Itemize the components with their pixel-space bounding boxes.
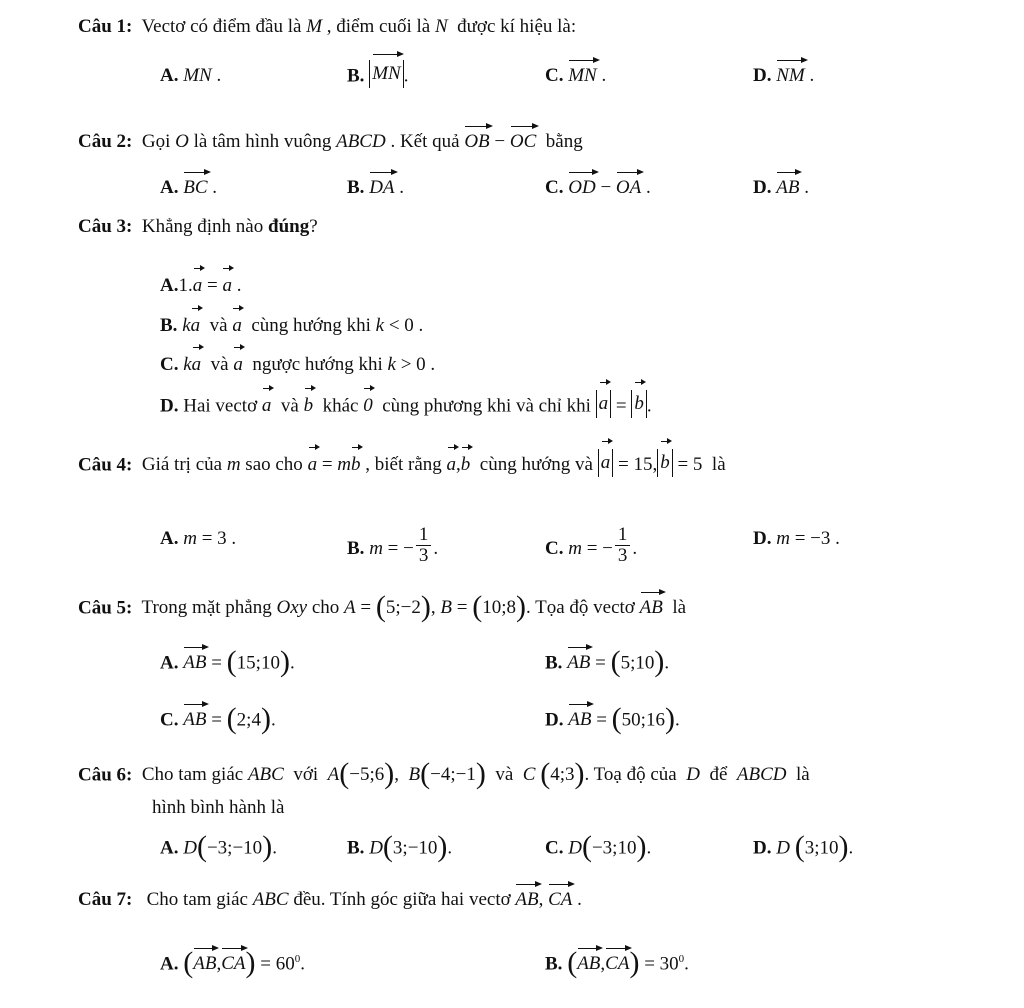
question-6-stem-continued: hình bình hành là [152, 797, 285, 818]
question-6-option-c[interactable]: C. D(−3;10). [545, 830, 652, 863]
question-5-option-d[interactable]: D. AB = (50;16). [545, 702, 680, 735]
question-2-option-c[interactable]: C. OD − OA . [545, 177, 651, 198]
question-1-option-b[interactable]: B. MN . [347, 66, 408, 88]
question-3-option-c[interactable]: C. ka và a ngược hướng khi k > 0 . [160, 354, 436, 375]
question-7-option-b[interactable]: B. $(AB,CA) = 30^0$. [545, 946, 689, 979]
question-label: Câu 7: [78, 889, 133, 910]
question-2-option-b[interactable]: B. DA . [347, 177, 405, 198]
question-6-option-d[interactable]: D. D (3;10). [753, 830, 854, 863]
question-1-option-c[interactable]: C. MN . [545, 65, 607, 86]
question-label: Câu 2: [78, 131, 133, 152]
question-6-option-a[interactable]: A. D(−3;−10). [160, 830, 277, 863]
question-5-option-b[interactable]: B. AB = (5;10). [545, 645, 670, 678]
question-3-option-b[interactable]: B. ka và a cùng hướng khi k < 0 . [160, 315, 424, 336]
question-6-stem: Câu 6: Cho tam giác ABC với A(−5;6), B(−4;−1) và C (4;3). Toạ độ của D để ABCD là [78, 757, 810, 790]
question-2-option-d[interactable]: D. AB . [753, 177, 809, 198]
question-4-option-d[interactable]: D. m = −3 . [753, 528, 840, 549]
question-label: Câu 6: [78, 764, 133, 786]
question-label: Câu 1: [78, 16, 133, 37]
question-4-option-c[interactable]: C. m = − $\frac{1}{3}$ . [545, 524, 638, 566]
question-1-option-d[interactable]: D. NM . [753, 65, 815, 86]
question-2-option-a[interactable]: A. BC . [160, 177, 218, 198]
question-1-stem: Câu 1: Vectơ có điểm đầu là M , điểm cuối là N được kí hiệu là: [78, 16, 577, 37]
question-5-option-a[interactable]: A. AB = (15;10). [160, 645, 295, 678]
question-5-stem: Câu 5: Trong mặt phẳng Oxy cho A = (5;−2), B = (10;8). Tọa độ vectơ AB là [78, 590, 687, 623]
question-5-option-c[interactable]: C. AB = (2;4). [160, 702, 276, 735]
question-3-option-d[interactable]: D. Hai vectơ a và b khác 0 cùng phương khi và chỉ khi a = b . [160, 396, 652, 418]
question-3-stem: Câu 3: Khẳng định nào đúng? [78, 216, 318, 237]
question-4-stem: Câu 4: Giá trị của m sao cho a = mb , biết rằng a,b cùng hướng và a = 15, b = 5 là [78, 455, 726, 477]
question-7-stem: Câu 7: Cho tam giác ABC đều. Tính góc giữa hai vectơ AB, CA . [78, 889, 582, 910]
question-3-option-a[interactable]: A.1.a = a . [160, 275, 242, 296]
question-2-stem: Câu 2: Gọi O là tâm hình vuông ABCD . Kết quả OB − OC bằng [78, 131, 583, 152]
question-6-option-b[interactable]: B. D(3;−10). [347, 830, 453, 863]
question-7-option-a[interactable]: A. $(AB,CA) = 60^0$. [160, 946, 305, 979]
question-4-option-b[interactable]: B. m = − $\frac{1}{3}$ . [347, 524, 439, 566]
question-1-option-a[interactable]: A. MN . [160, 65, 222, 86]
question-label: Câu 3: [78, 216, 133, 237]
question-label: Câu 4: [78, 454, 133, 476]
question-label: Câu 5: [78, 597, 133, 619]
question-4-option-a[interactable]: A. m = 3 . [160, 528, 237, 549]
